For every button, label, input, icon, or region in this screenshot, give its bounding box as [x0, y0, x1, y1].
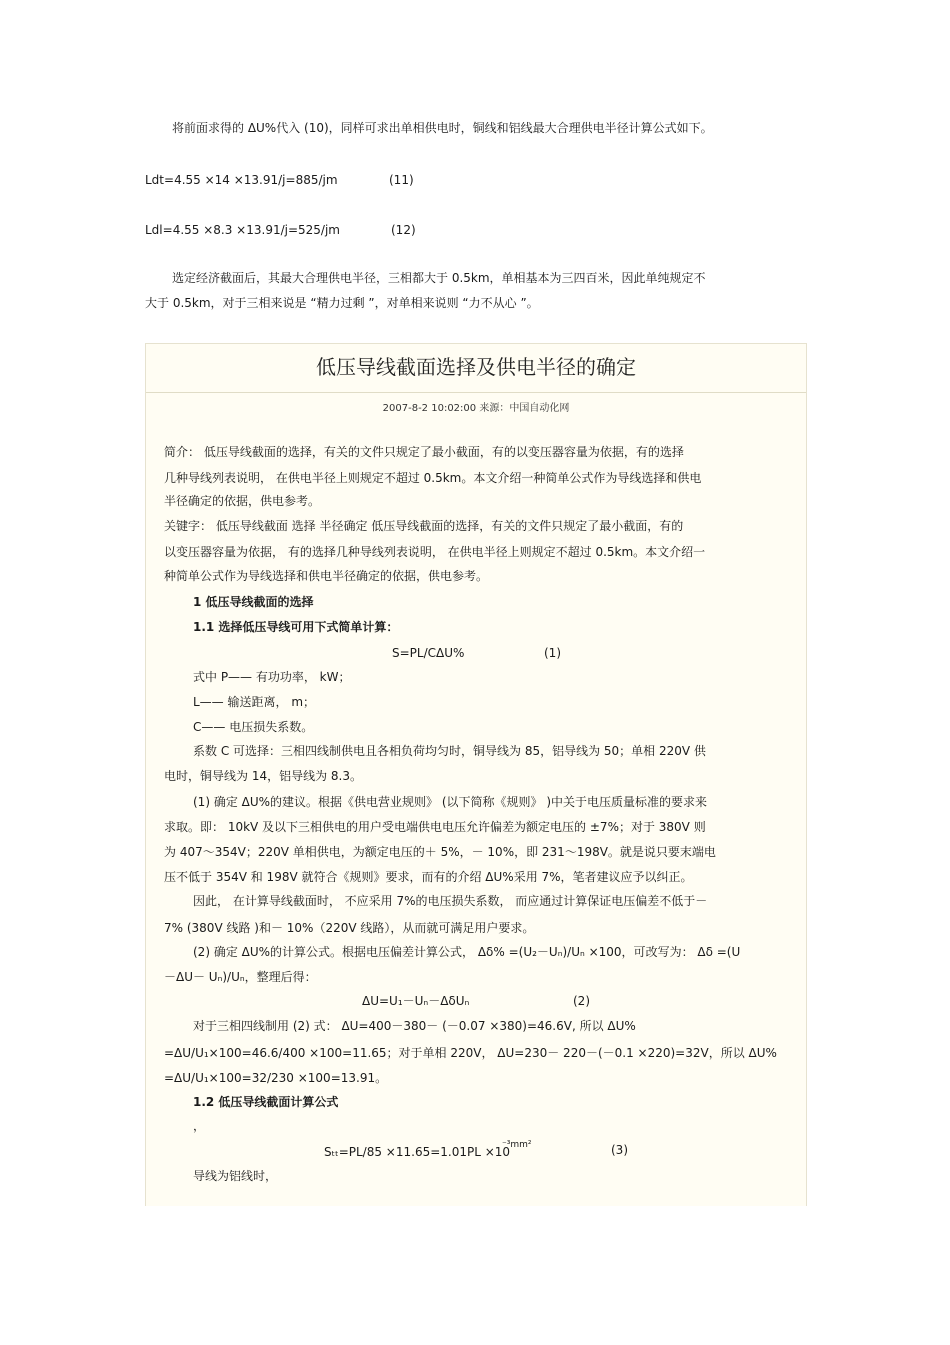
article-line: 求取。即： 10kV 及以下三相供电的用户受电端供电电压允许偏差为额定电压的 ±7%；对于 380V 则 [164, 820, 706, 834]
stray-comma: ， [193, 1119, 206, 1133]
equation-1-number: (1) [544, 646, 561, 660]
article-meta: 2007-8-2 10:02:00 来源：中国自动化网 [382, 403, 570, 414]
article-line: (2) 确定 ΔU%的计算公式。根据电压偏差计算公式， Δδ% =(U₂－Uₙ)/Uₙ ×100，可改写为： Δδ =(U [193, 945, 741, 959]
article-line: L—— 输送距离， m； [193, 695, 316, 709]
article-line: 电时，铜导线为 14，铝导线为 8.3。 [164, 769, 362, 783]
article-line: (1) 确定 ΔU%的建议。根据《供电营业规则》 (以下简称《规则》 )中关于电压质量标准的要求来 [193, 795, 708, 809]
article-line: 为 407～354V；220V 单相供电，为额定电压的＋ 5%，－ 10%，即 231～198V。就是说只要末端电 [164, 845, 716, 859]
article-line: －ΔU－ Uₙ)/Uₙ，整理后得： [164, 970, 317, 984]
article-line: C—— 电压损失系数。 [193, 720, 314, 734]
article-line: 系数 C 可选择：三相四线制供电且各相负荷均匀时，铜导线为 85，铝导线为 50；单相 220V 供 [193, 744, 706, 758]
article-line: 几种导线列表说明， 在供电半径上则规定不超过 0.5km。本文介绍一种简单公式作为导线选择和供电 [164, 471, 702, 485]
article-line: 压不低于 354V 和 198V 就符合《规则》要求，而有的介绍 ΔU%采用 7%，笔者建议应予以纠正。 [164, 870, 693, 884]
article-line: 半径确定的依据，供电参考。 [164, 494, 321, 508]
formula-11: Ldt=4.55 ×14 ×13.91/j=885/jm [145, 173, 338, 187]
section-heading-1: 1 低压导线截面的选择 [193, 595, 314, 609]
equation-2-number: (2) [573, 994, 590, 1008]
formula-11-number: (11) [389, 173, 414, 187]
equation-1: S=PL/CΔU% [392, 646, 465, 660]
article-line: 以变压器容量为依据， 有的选择几种导线列表说明， 在供电半径上则规定不超过 0.5km。本文介绍一 [164, 545, 706, 559]
article-line: 简介： 低压导线截面的选择，有关的文件只规定了最小截面，有的以变压器容量为依据，有的选择 [164, 445, 684, 459]
article-line: 因此， 在计算导线截面时， 不应采用 7%的电压损失系数， 而应通过计算保证电压偏差不低于－ [193, 894, 708, 908]
equation-3: Sₜₜ=PL/85 ×11.65=1.01PL ×10 [324, 1145, 511, 1159]
article-header [146, 344, 806, 393]
article-line: 种简单公式作为导线选择和供电半径确定的依据，供电参考。 [164, 569, 489, 583]
equation-3-exponent: ⁻³mm² [502, 1140, 532, 1150]
article-card [145, 343, 807, 1206]
equation-2: ΔU=U₁－Uₙ－ΔδUₙ [362, 994, 470, 1008]
equation-3-number: (3) [611, 1143, 628, 1157]
article-line: 式中 P—— 有功功率， kW； [193, 670, 351, 684]
section-heading-1-2: 1.2 低压导线截面计算公式 [193, 1095, 339, 1109]
formula-12: Ldl=4.55 ×8.3 ×13.91/j=525/jm [145, 223, 340, 237]
article-line: =ΔU/U₁×100=32/230 ×100=13.91。 [164, 1071, 388, 1085]
article-line: 导线为铝线时， [193, 1169, 278, 1183]
article-line: 7% (380V 线路 )和－ 10%（220V 线路），从而就可满足用户要求。 [164, 921, 535, 935]
formula-12-number: (12) [391, 223, 416, 237]
article-title: 低压导线截面选择及供电半径的确定 [316, 355, 636, 379]
article-line: 对于三相四线制用 (2) 式： ΔU=400－380－ (－0.07 ×380)=46.6V, 所以 ΔU% [193, 1019, 636, 1033]
section-heading-1-1: 1.1 选择低压导线可用下式简单计算： [193, 620, 399, 634]
article-line: 关键字： 低压导线截面 选择 半径确定 低压导线截面的选择，有关的文件只规定了最小截面，有的 [164, 519, 684, 533]
paragraph-2-line-2: 大于 0.5km，对于三相来说是 “精力过剩 ”，对单相来说则 “力不从心 ”。 [145, 296, 539, 310]
paragraph-2-line-1: 选定经济截面后，其最大合理供电半径，三相都大于 0.5km，单相基本为三四百米，因此单纯规定不 [172, 271, 706, 285]
intro-paragraph: 将前面求得的 ΔU%代入 (10)，同样可求出单相供电时，铜线和铝线最大合理供电半径计算公式如下。 [172, 121, 713, 135]
article-line: =ΔU/U₁×100=46.6/400 ×100=11.65；对于单相 220V， ΔU=230－ 220－(－0.1 ×220)=32V，所以 ΔU% [164, 1046, 777, 1060]
